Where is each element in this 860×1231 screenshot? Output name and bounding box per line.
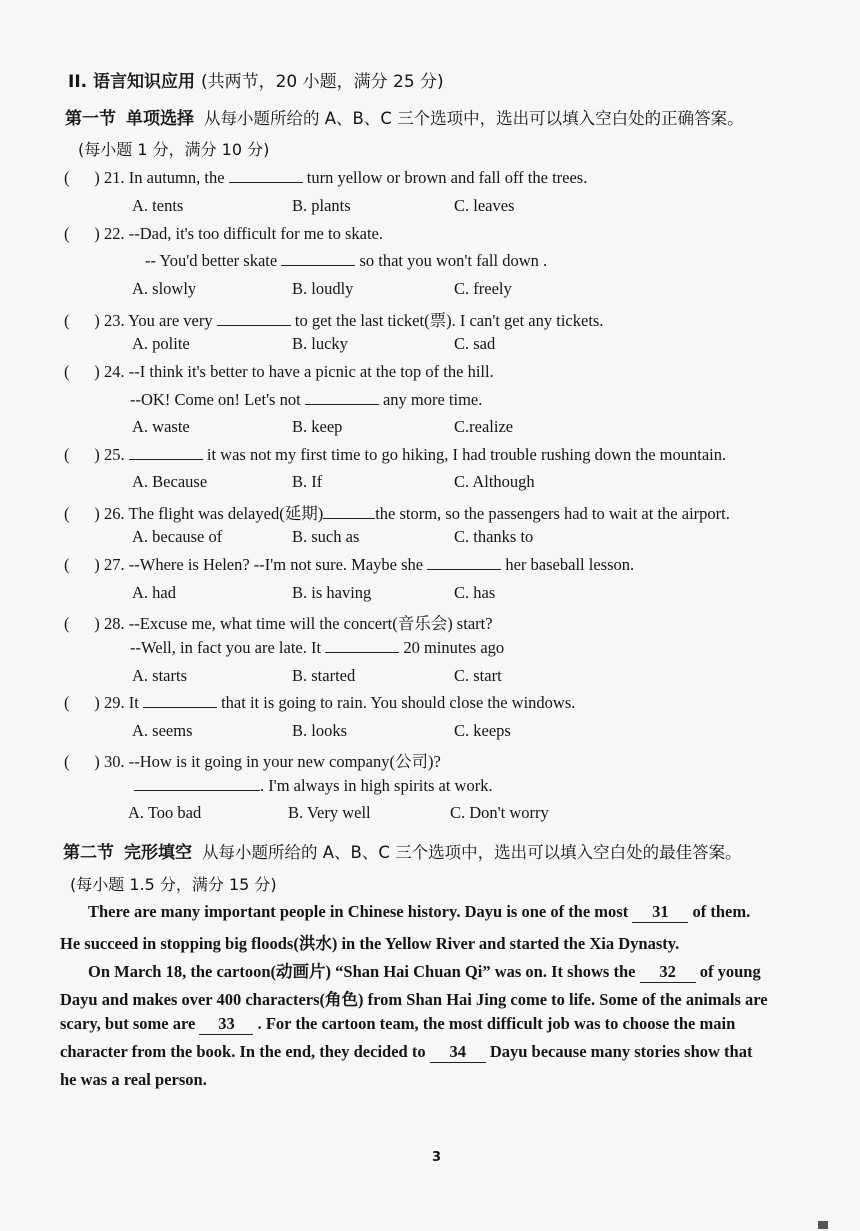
question-24: ( ) 24. --I think it's better to have a picnic at the top of the hill. [64, 362, 494, 381]
option-a[interactable]: A. had [132, 583, 176, 602]
question-text: turn yellow or brown and fall off the trees. [306, 168, 588, 187]
question-text: --Dad, it's too difficult for me to skate. [128, 224, 383, 243]
answer-bracket[interactable]: ( ) [64, 362, 100, 381]
answer-bracket[interactable]: ( ) [64, 224, 100, 243]
question-30-line2 [134, 776, 493, 796]
page-number: 3 [432, 1150, 442, 1165]
passage-line [60, 1042, 752, 1063]
passage-line [88, 902, 750, 923]
option-a[interactable]: A. Because [132, 472, 208, 491]
option-c[interactable]: C. start [454, 666, 502, 685]
option-c[interactable]: C. freely [454, 279, 512, 298]
passage-line [60, 1070, 207, 1090]
option-c[interactable]: C. thanks to [454, 527, 534, 546]
option-b[interactable]: B. plants [292, 196, 351, 215]
question-number: 30 [104, 752, 121, 771]
option-a[interactable]: A. seems [132, 721, 193, 740]
part2-heading: 第二节 [63, 843, 114, 863]
passage-line [88, 958, 761, 983]
option-b[interactable]: B. started [292, 666, 356, 685]
question-text: You are very [128, 311, 213, 330]
question-28: ( ) 28. --Excuse me, what time will the concert(音乐会) start? [64, 614, 493, 633]
option-b[interactable]: B. Very well [288, 803, 371, 822]
passage-text: scary, but some are [60, 1014, 196, 1033]
question-30: ( ) 30. --How is it going in your new company(公司)? [64, 752, 441, 771]
question-number: 27 [104, 555, 121, 574]
passage-text: of young [699, 962, 761, 981]
option-a[interactable]: A. tents [132, 196, 184, 215]
cloze-blank-33[interactable]: 33 [199, 1014, 253, 1035]
passage-text: Dayu and makes over 400 characters(角色) from Shan Hai Jing come to life. Some of the animals are [60, 990, 768, 1009]
question-21: ( ) 21. In autumn, the turn yellow or brown and fall off the trees. [64, 168, 588, 187]
options-27 [132, 583, 732, 605]
question-23: ( ) 23. You are very to get the last ticket(票). I can't get any tickets. [64, 311, 604, 330]
option-a[interactable]: A. Too bad [128, 803, 202, 822]
question-text: to get the last ticket(票). I can't get any tickets. [294, 311, 604, 330]
part1-header [65, 104, 744, 129]
option-a[interactable]: A. starts [132, 666, 187, 685]
passage-text: . For the cartoon team, the most difficult job was to choose the main [257, 1014, 736, 1033]
question-number: 23 [104, 311, 121, 330]
options-22 [132, 279, 732, 301]
answer-bracket[interactable]: ( ) [64, 445, 100, 464]
passage-text: On March 18, the cartoon(动画片) “Shan Hai Chuan Qi” was on. It shows the [88, 962, 636, 981]
answer-blank [427, 555, 501, 570]
question-number: 26 [104, 504, 121, 523]
answer-blank [143, 693, 217, 708]
options-21 [132, 196, 732, 218]
question-22-line2 [145, 251, 547, 271]
answer-blank [325, 638, 399, 653]
cloze-blank-31[interactable]: 31 [632, 902, 688, 923]
question-24-line2 [130, 390, 482, 410]
question-text: it was not my first time to go hiking, I had trouble rushing down the mountain. [206, 445, 727, 464]
options-25 [132, 472, 732, 494]
part2-instruction: 从每小题所给的 A、B、C 三个选项中，选出可以填入空白处的最佳答案。 [202, 843, 742, 862]
answer-bracket[interactable]: ( ) [64, 504, 100, 523]
answer-blank [323, 504, 375, 519]
part1-heading: 第一节 [65, 109, 116, 129]
answer-bracket[interactable]: ( ) [64, 614, 100, 633]
part1-name: 单项选择 [126, 109, 194, 129]
question-text: --Excuse me, what time will the concert(音乐会) start? [128, 614, 493, 633]
section-title-label: II. 语言知识应用 [68, 72, 196, 92]
question-text: --OK! Come on! Let's not [130, 390, 301, 409]
option-b[interactable]: B. looks [292, 721, 348, 740]
question-text: -- You'd better skate [145, 251, 278, 270]
part1-instruction: 从每小题所给的 A、B、C 三个选项中，选出可以填入空白处的正确答案。 [204, 109, 744, 128]
answer-blank [134, 776, 260, 791]
option-c[interactable]: C. Although [454, 472, 535, 491]
option-c[interactable]: C. sad [454, 334, 496, 353]
question-26: ( ) 26. The flight was delayed(延期) the storm, so the passengers had to wait at the airport. [64, 504, 730, 523]
cloze-blank-34[interactable]: 34 [430, 1042, 486, 1063]
question-text: her baseball lesson. [505, 555, 635, 574]
option-c[interactable]: C. keeps [454, 721, 511, 740]
answer-blank [305, 390, 379, 405]
passage-text: Dayu because many stories show that [489, 1042, 753, 1061]
question-text: --How is it going in your new company(公司)? [128, 752, 441, 771]
question-28-line2 [130, 638, 504, 658]
part2-header [63, 838, 742, 863]
question-text: the storm, so the passengers had to wait at the airport. [375, 504, 730, 523]
passage-text: There are many important people in Chinese history. Dayu is one of the most [88, 902, 629, 921]
answer-bracket[interactable]: ( ) [64, 752, 100, 771]
question-text: that it is going to rain. You should close the windows. [221, 693, 576, 712]
question-text: It [128, 693, 139, 712]
option-b[interactable]: B. loudly [292, 279, 354, 298]
answer-blank [129, 445, 203, 460]
question-number: 25 [104, 445, 121, 464]
question-25: ( ) 25. it was not my first time to go hiking, I had trouble rushing down the mountain. [64, 445, 727, 464]
part1-score: (每小题 1 分，满分 10 分) [78, 140, 270, 159]
options-30 [128, 803, 728, 825]
question-text: In autumn, the [128, 168, 225, 187]
passage-text: he was a real person. [60, 1070, 207, 1089]
answer-bracket[interactable]: ( ) [64, 168, 100, 187]
passage-text: He succeed in stopping big floods(洪水) in the Yellow River and started the Xia Dynasty. [60, 934, 680, 953]
options-23 [132, 334, 732, 356]
option-a[interactable]: A. waste [132, 417, 190, 436]
options-29 [132, 721, 732, 743]
answer-blank [229, 168, 303, 183]
options-26 [132, 527, 732, 549]
question-text: --Well, in fact you are late. It [130, 638, 322, 657]
question-number: 21 [104, 168, 121, 187]
question-number: 28 [104, 614, 121, 633]
question-number: 29 [104, 693, 121, 712]
answer-bracket[interactable]: ( ) [64, 693, 100, 712]
passage-text: character from the book. In the end, they decided to [60, 1042, 426, 1061]
question-29: ( ) 29. It that it is going to rain. You should close the windows. [64, 693, 576, 712]
answer-bracket[interactable]: ( ) [64, 311, 100, 330]
section-title [68, 67, 444, 92]
option-c[interactable]: C. leaves [454, 196, 515, 215]
question-text: so that you won't fall down . [359, 251, 548, 270]
option-b[interactable]: B. keep [292, 417, 343, 436]
question-text: --I think it's better to have a picnic at the top of the hill. [128, 362, 494, 381]
question-number: 24 [104, 362, 121, 381]
passage-line [60, 1014, 735, 1035]
section-info: (共两节，20 小题，满分 25 分) [200, 72, 444, 92]
option-a[interactable]: A. because of [132, 527, 223, 546]
answer-blank [281, 251, 355, 266]
option-a[interactable]: A. polite [132, 334, 190, 353]
options-24 [132, 417, 732, 439]
qr-logo-icon [818, 1221, 828, 1229]
options-28 [132, 666, 732, 688]
part2-name: 完形填空 [124, 843, 192, 863]
option-b[interactable]: B. such as [292, 527, 360, 546]
passage-line [60, 986, 768, 1010]
question-text: The flight was delayed(延期) [128, 504, 324, 523]
option-b[interactable]: B. lucky [292, 334, 348, 353]
question-22: ( ) 22. --Dad, it's too difficult for me to skate. [64, 224, 383, 243]
question-text: 20 minutes ago [403, 638, 505, 657]
option-c[interactable]: C. has [454, 583, 496, 602]
passage-line [60, 930, 679, 954]
option-c[interactable]: C. Don't worry [450, 803, 549, 822]
question-number: 22 [104, 224, 121, 243]
option-b[interactable]: B. is having [292, 583, 372, 602]
part2-score: (每小题 1.5 分，满分 15 分) [70, 875, 277, 894]
cloze-blank-32[interactable]: 32 [640, 962, 696, 983]
option-b[interactable]: B. If [292, 472, 323, 491]
question-27: ( ) 27. --Where is Helen? --I'm not sure. Maybe she her baseball lesson. [64, 555, 635, 574]
option-a[interactable]: A. slowly [132, 279, 197, 298]
passage-text: of them. [692, 902, 751, 921]
option-c[interactable]: C.realize [454, 417, 514, 436]
answer-bracket[interactable]: ( ) [64, 555, 100, 574]
question-text: . I'm always in high spirits at work. [260, 776, 493, 795]
answer-blank [217, 311, 291, 326]
question-text: --Where is Helen? --I'm not sure. Maybe she [128, 555, 424, 574]
question-text: any more time. [382, 390, 483, 409]
